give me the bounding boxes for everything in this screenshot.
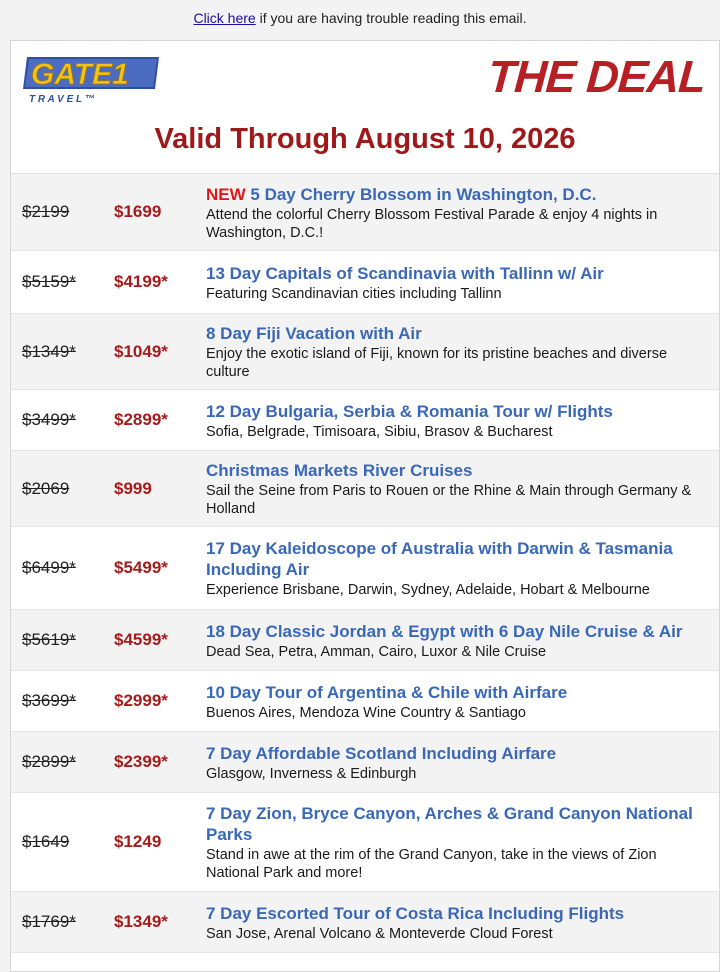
original-price: $1769*: [22, 912, 76, 931]
original-price: $2199: [22, 202, 70, 221]
deal-description: Experience Brisbane, Darwin, Sydney, Adelaide, Hobart & Melbourne: [206, 582, 650, 598]
deal-title-link[interactable]: 17 Day Kaleidoscope of Australia with Darwin & Tasmania Including Air: [206, 539, 673, 579]
original-price: $3699*: [22, 691, 76, 710]
deal-title-link[interactable]: 7 Day Zion, Bryce Canyon, Arches & Grand Canyon National Parks: [206, 804, 693, 844]
deal-row: [11, 314, 719, 390]
deal-description: Sofia, Belgrade, Timisoara, Sibiu, Brasov & Bucharest: [206, 423, 553, 440]
deal-description: Buenos Aires, Mendoza Wine Country & Santiago: [206, 704, 526, 721]
sale-price: $1049*: [114, 341, 168, 361]
deal-title-link[interactable]: 7 Day Affordable Scotland Including Airfare: [206, 743, 557, 763]
logo-subtext: T R A V E L ™: [29, 94, 95, 105]
original-price: $5159*: [22, 272, 76, 291]
deal-title-link[interactable]: Christmas Markets River Cruises: [206, 461, 473, 480]
sale-price: $2999*: [114, 691, 168, 710]
deal-title-link[interactable]: 10 Day Tour of Argentina & Chile with Airfare: [206, 682, 568, 702]
sale-price: $5499*: [114, 558, 168, 577]
click-here-link[interactable]: Click here: [193, 10, 256, 26]
deal-title-link[interactable]: 7 Day Escorted Tour of Costa Rica Including Flights: [206, 903, 625, 923]
deal-row: [11, 892, 719, 953]
deal-description: Dead Sea, Petra, Amman, Cairo, Luxor & Nile Cruise: [206, 643, 547, 660]
deal-row: [11, 174, 719, 251]
logo-wordmark: GATE1: [31, 58, 129, 91]
deal-row: [11, 610, 719, 671]
original-price: $1649: [22, 832, 70, 851]
gate1-logo[interactable]: [23, 53, 163, 105]
deal-title-link[interactable]: 13 Day Capitals of Scandinavia with Tallinn w/ Air: [206, 263, 604, 283]
deal-row: [11, 451, 719, 527]
original-price: $1349*: [22, 341, 76, 361]
deal-description: San Jose, Arenal Volcano & Monteverde Cloud Forest: [206, 925, 553, 942]
deal-row: [11, 390, 719, 451]
original-price: $2899*: [22, 752, 76, 771]
preheader-text: if you are having trouble reading this email.: [255, 10, 527, 26]
sale-price: $4599*: [114, 630, 168, 649]
deal-row: [11, 732, 719, 793]
deal-title-text: 5 Day Cherry Blossom in Washington, D.C.: [245, 184, 597, 204]
sale-price: $2899*: [114, 410, 168, 429]
sale-price: $999: [114, 478, 152, 498]
deal-row: [11, 793, 719, 892]
sale-price: $1699: [114, 202, 162, 221]
deal-description: Sail the Seine from Paris to Rouen or the Rhine & Main through Germany & Holland: [206, 483, 692, 517]
original-price: $3499*: [22, 410, 76, 429]
deal-row: [11, 527, 719, 610]
new-badge: NEW: [206, 184, 246, 204]
deal-description: Attend the colorful Cherry Blossom Festival Parade & enjoy 4 nights in Washington, D.C.!: [206, 206, 658, 241]
deal-description: Featuring Scandinavian cities including Tallinn: [206, 285, 502, 302]
deals-table: [11, 173, 719, 953]
deal-row: [11, 251, 719, 314]
deal-title-link[interactable]: 8 Day Fiji Vacation with Air: [206, 324, 422, 343]
deal-row: [11, 671, 719, 732]
email-card: [10, 40, 720, 972]
valid-through-heading: Valid Through August 10, 2026: [154, 123, 576, 155]
email-header: [11, 41, 719, 173]
original-price: $6499*: [22, 558, 76, 577]
deal-title-link[interactable]: [206, 184, 711, 205]
deal-description: Enjoy the exotic island of Fiji, known for its pristine beaches and diverse culture: [206, 346, 668, 380]
sale-price: $1349*: [114, 912, 168, 931]
deal-description: Stand in awe at the rim of the Grand Canyon, take in the views of Zion National Park and more!: [206, 847, 657, 881]
sale-price: $2399*: [114, 752, 168, 771]
deal-title-link[interactable]: 18 Day Classic Jordan & Egypt with 6 Day Nile Cruise & Air: [206, 621, 683, 641]
deal-description: Glasgow, Inverness & Edinburgh: [206, 765, 417, 782]
the-deal-heading: THE DEAL: [486, 51, 707, 102]
preheader: [0, 0, 720, 38]
original-price: $5619*: [22, 630, 76, 649]
sale-price: $1249: [114, 832, 162, 851]
original-price: $2069: [22, 478, 70, 498]
sale-price: $4199*: [114, 272, 168, 291]
deal-title-link[interactable]: 12 Day Bulgaria, Serbia & Romania Tour w/ Flights: [206, 401, 613, 421]
